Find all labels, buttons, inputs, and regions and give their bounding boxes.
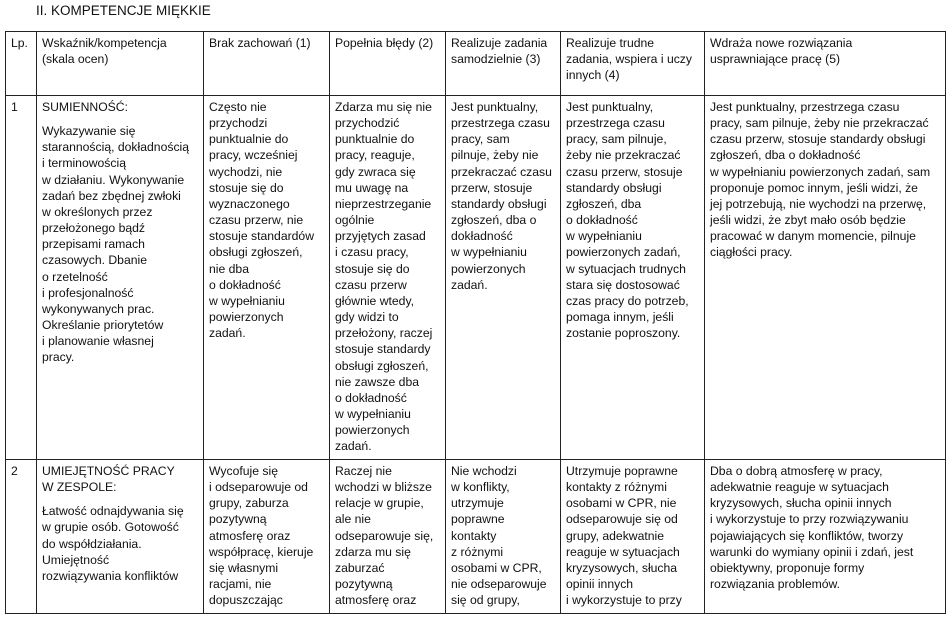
header-row <box>6 32 946 96</box>
table-row <box>6 460 946 614</box>
level-2-cell: Zdarza mu się nie przychodzić punktualnie do pracy, reaguje, gdy zwraca się mu uwagę na nieprzestrzeganie ogólnie przyjętych zasad i czasu pracy, stosuje się do czasu przerw głównie wtedy, gdy widzi to przełożony, raczej stosuje standardy obsługi zgłoszeń, nie zawsze dba o dokładność w wypełnianiu powierzonych zadań. <box>330 96 446 460</box>
row-number: 2 <box>6 460 37 614</box>
competency-name: SUMIENNOŚĆ: <box>42 100 128 114</box>
section-title: II. KOMPETENCJE MIĘKKIE <box>36 3 211 18</box>
header-level-3: Realizuje zadania samodzielnie (3) <box>446 32 561 96</box>
competency-cell <box>37 460 204 614</box>
level-5-cell: Jest punktualny, przestrzega czasu pracy, sam pilnuje, żeby nie przekraczać czasu przerw, stosuje standardy obsługi zgłoszeń, dba o dokładność w wypełnianiu powierzonych zadań, sam proponuje pomoc innym, jeśli widzi, że jej potrzebują, nie wychodzi na przerwę, jeśli widzi, że zbyt mało osób będzie pracować w danym momencie, pilnuje ciągłości pracy. <box>705 96 946 460</box>
header-level-4: Realizuje trudne zadania, wspiera i uczy innych (4) <box>561 32 705 96</box>
level-4-cell: Jest punktualny, przestrzega czasu pracy, sam pilnuje, żeby nie przekraczać czasu przerw, stosuje standardy obsługi zgłoszeń, dba o dokładność w wypełnianiu powierzonych zadań, w sytuacjach trudnych stara się dostosować czas pracy do potrzeb, pomaga innym, jeśli zostanie poproszony. <box>561 96 705 460</box>
row-number: 1 <box>6 96 37 460</box>
header-indicator: Wskaźnik/kompetencja (skala ocen) <box>37 32 204 96</box>
competency-table <box>5 31 946 614</box>
competency-description: Wykazywanie się starannością, dokładnością i terminowością w działaniu. Wykonywanie zadań bez zbędnej zwłoki w określonych przez przełożonego bądź przepisami ramach czasowych. Dbanie o rzetelność i profesjonalność wykonywanych prac. Określanie priorytetów i planowanie własnej pracy. <box>42 124 190 365</box>
competency-cell <box>37 96 204 460</box>
level-4-cell: Utrzymuje poprawne kontakty z różnymi osobami w CPR, nie odseparowuje się od grupy, adekwatnie reaguje w sytuacjach kryzysowych, słucha opinii innych i wykorzystuje to przy <box>561 460 705 614</box>
header-level-1: Brak zachowań (1) <box>204 32 330 96</box>
competency-name: UMIEJĘTNOŚĆ PRACY W ZESPOLE: <box>42 464 175 495</box>
level-1-cell: Często nie przychodzi punktualnie do pracy, wcześniej wychodzi, nie stosuje się do wyznaczonego czasu przerw, nie stosuje standardów obsługi zgłoszeń, nie dba o dokładność w wypełnianiu powierzonych zadań. <box>204 96 330 460</box>
level-3-cell: Jest punktualny, przestrzega czasu pracy, sam pilnuje, żeby nie przekraczać czasu przerw, stosuje standardy obsługi zgłoszeń, dba o dokładność w wypełnianiu powierzonych zadań. <box>446 96 561 460</box>
level-3-cell: Nie wchodzi w konflikty, utrzymuje poprawne kontakty z różnymi osobami w CPR, nie odseparowuje się od grupy, <box>446 460 561 614</box>
level-5-cell: Dba o dobrą atmosferę w pracy, adekwatnie reaguje w sytuacjach kryzysowych, słucha opinii innych i wykorzystuje to przy rozwiązywaniu pojawiających się konfliktów, tworzy warunki do wymiany opinii i zdań, jest obiektywny, proponuje formy rozwiązania problemów. <box>705 460 946 614</box>
table-row <box>6 96 946 460</box>
level-1-cell: Wycofuje się i odseparowuje od grupy, zaburza pozytywną atmosferę oraz współpracę, kieruje się własnymi racjami, nie dopuszczając <box>204 460 330 614</box>
header-level-2: Popełnia błędy (2) <box>330 32 446 96</box>
competency-description: Łatwość odnajdywania się w grupie osób. Gotowość do współdziałania. Umiejętność rozwiązywania konfliktów <box>42 504 184 583</box>
header-lp: Lp. <box>6 32 37 96</box>
level-2-cell: Raczej nie wchodzi w bliższe relacje w grupie, ale nie odseparowuje się, zdarza mu się zaburzać pozytywną atmosferę oraz <box>330 460 446 614</box>
header-level-5: Wdraża nowe rozwiązania usprawniające pracę (5) <box>705 32 946 96</box>
